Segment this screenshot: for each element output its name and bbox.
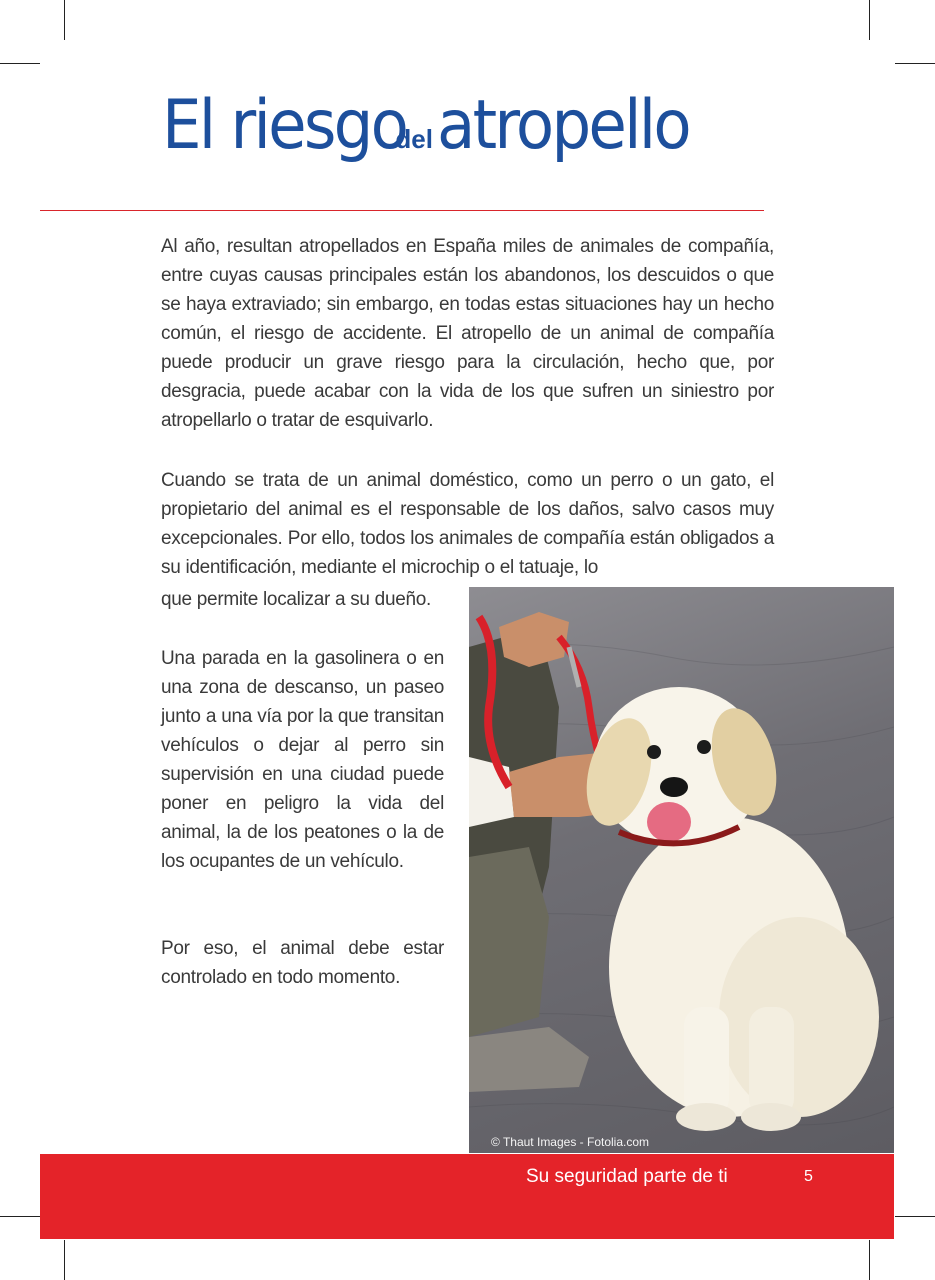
- dog-photo: [469, 587, 894, 1153]
- crop-mark: [869, 1240, 870, 1280]
- crop-mark: [64, 0, 65, 40]
- title-part-2: del: [395, 124, 433, 154]
- crop-mark: [64, 1240, 65, 1280]
- paragraph-responsibility-end: que permite localizar a su dueño.: [161, 589, 431, 610]
- crop-mark: [895, 1216, 935, 1217]
- crop-mark: [0, 1216, 40, 1217]
- page-number: 5: [804, 1168, 813, 1185]
- crop-mark: [869, 0, 870, 40]
- title-part-3: atropello: [436, 86, 689, 165]
- title-part-1: El riesgo: [162, 86, 407, 165]
- crop-mark: [0, 63, 40, 64]
- footer-tagline: Su seguridad parte de ti: [526, 1166, 728, 1187]
- paragraph-responsibility: Cuando se trata de un animal doméstico, como un perro o un gato, el propietario del animal es el responsable de los daños, salvo casos muy excepcionales. Por ello, todos los animales de compañía están obligados a su identificación, mediante el microchip o el tatuaje, lo: [161, 470, 774, 578]
- paragraph-conclusion: Por eso, el animal debe estar controlado en todo momento.: [161, 938, 444, 988]
- dog-illustration: [469, 587, 894, 1153]
- paragraph-risks: Una parada en la gasolinera o en una zona de descanso, un paseo junto a una vía por la que transitan vehículos o dejar al perro sin supervisión en una ciudad puede poner en peligro la vida del animal, la de los peatones o la de los ocupantes de un vehículo.: [161, 648, 444, 872]
- photo-credit: © Thaut Images - Fotolia.com: [491, 1135, 650, 1149]
- crop-mark: [895, 63, 935, 64]
- footer-bar: [40, 1154, 894, 1239]
- paragraph-intro: Al año, resultan atropellados en España miles de animales de compañía, entre cuyas causas principales están los abandonos, los descuidos o que se haya extraviado; sin embargo, en todas estas situaciones hay un hecho común, el riesgo de accidente. El atropello de un animal de compañía puede producir un grave riesgo para la circulación, hecho que, por desgracia, puede acabar con la vida de los que sufren un siniestro por atropellarlo o tratar de esquivarlo.: [161, 236, 774, 431]
- page-title: [162, 86, 782, 165]
- title-divider: [40, 210, 764, 211]
